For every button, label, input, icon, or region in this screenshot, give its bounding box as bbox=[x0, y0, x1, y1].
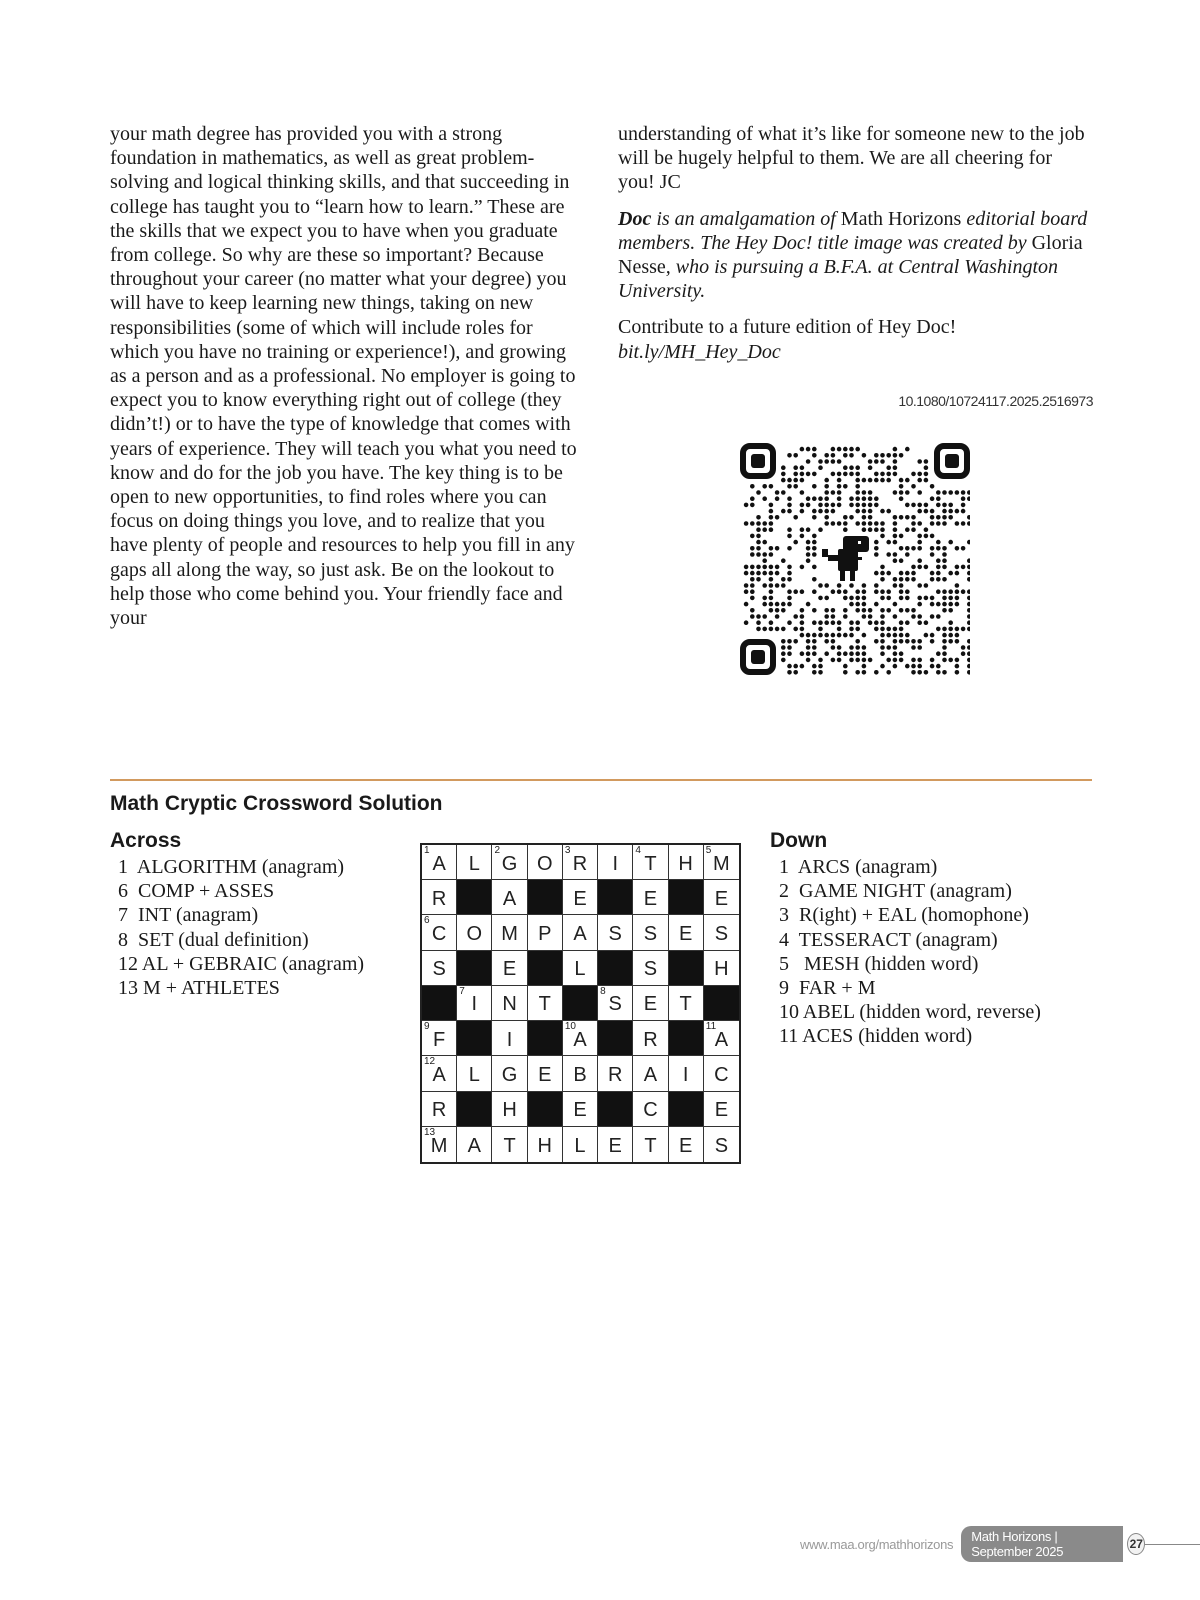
grid-cell bbox=[669, 1127, 704, 1162]
grid-cell bbox=[669, 915, 704, 950]
grid-block bbox=[669, 880, 704, 915]
credit-artist: Gloria Nesse bbox=[618, 231, 1083, 279]
cell-letter: E bbox=[502, 958, 517, 981]
cell-letter: E bbox=[678, 1134, 693, 1157]
grid-cell bbox=[457, 986, 492, 1021]
credit-magazine: Math Horizons bbox=[840, 207, 962, 230]
cell-letter: H bbox=[537, 1134, 552, 1157]
grid-cell bbox=[563, 1127, 598, 1162]
grid-cell bbox=[492, 951, 527, 986]
cell-number: 6 bbox=[424, 915, 430, 927]
grid-cell bbox=[598, 986, 633, 1021]
footer-magazine-issue: Math Horizons | September 2025 bbox=[961, 1526, 1123, 1562]
grid-cell bbox=[704, 915, 739, 950]
grid-cell bbox=[492, 1021, 527, 1056]
qr-finder-top-right bbox=[937, 446, 967, 476]
cell-letter: A bbox=[573, 1028, 587, 1051]
cell-letter: S bbox=[643, 958, 658, 981]
cell-letter: E bbox=[643, 993, 658, 1016]
cell-number: 9 bbox=[424, 1021, 430, 1033]
doi-label: 10.1080/10724117.2025.2516973 bbox=[898, 393, 1093, 409]
grid-cell bbox=[422, 880, 457, 915]
author-credit bbox=[618, 207, 1093, 304]
grid-cell bbox=[457, 915, 492, 950]
across-clue: 13 M + ATHLETES bbox=[118, 977, 280, 1000]
cell-letter: T bbox=[538, 993, 551, 1016]
grid-cell bbox=[422, 1021, 457, 1056]
cell-letter: S bbox=[714, 1134, 729, 1157]
credit-text-3: , who is pursuing a B.F.A. at Central Washington University. bbox=[618, 256, 1059, 303]
cell-number: 2 bbox=[494, 845, 500, 856]
grid-cell bbox=[598, 915, 633, 950]
down-clue: 3 R(ight) + EAL (homophone) bbox=[779, 904, 1029, 927]
cell-letter: M bbox=[430, 1134, 448, 1157]
grid-cell bbox=[704, 880, 739, 915]
grid-block bbox=[457, 1021, 492, 1056]
grid-block bbox=[528, 880, 563, 915]
grid-cell bbox=[528, 986, 563, 1021]
cell-letter: C bbox=[643, 1099, 658, 1122]
cell-letter: I bbox=[612, 852, 618, 875]
cell-letter: E bbox=[714, 1099, 729, 1122]
cell-letter: R bbox=[431, 1099, 447, 1122]
cell-number: 10 bbox=[564, 1021, 576, 1033]
across-clue: 12 AL + GEBRAIC (anagram) bbox=[118, 952, 365, 975]
grid-cell bbox=[528, 1056, 563, 1091]
article-right-column bbox=[618, 122, 1093, 364]
grid-block bbox=[598, 1092, 633, 1127]
down-clue: 1 ARCS (anagram) bbox=[779, 856, 938, 878]
cell-letter: A bbox=[432, 1063, 446, 1086]
grid-cell bbox=[528, 915, 563, 950]
grid-block bbox=[457, 880, 492, 915]
cell-letter: T bbox=[503, 1134, 516, 1157]
cell-letter: O bbox=[466, 923, 483, 946]
cell-letter: B bbox=[573, 1063, 587, 1086]
grid-cell bbox=[457, 845, 492, 880]
section-divider bbox=[110, 779, 1092, 781]
grid-cell bbox=[669, 1056, 704, 1091]
cell-letter: L bbox=[574, 958, 586, 981]
grid-block bbox=[457, 951, 492, 986]
grid-cell bbox=[704, 845, 739, 880]
cell-letter: E bbox=[608, 1134, 622, 1157]
cell-letter: S bbox=[608, 923, 622, 946]
cell-number: 1 bbox=[424, 845, 430, 856]
cell-letter: I bbox=[682, 1063, 689, 1086]
cell-number: 12 bbox=[424, 1056, 436, 1068]
cell-letter: I bbox=[506, 1028, 513, 1051]
credit-doc: Doc bbox=[618, 207, 652, 230]
cell-letter: A bbox=[714, 1028, 729, 1051]
cell-letter: A bbox=[432, 852, 446, 875]
grid-cell bbox=[598, 1056, 633, 1091]
down-clues bbox=[779, 855, 1041, 1049]
down-clue: 5 MESH (hidden word) bbox=[779, 952, 979, 975]
grid-cell bbox=[563, 1092, 598, 1127]
grid-block bbox=[563, 986, 598, 1021]
grid-cell bbox=[633, 915, 668, 950]
across-clues bbox=[118, 855, 364, 1000]
cell-letter: E bbox=[714, 887, 729, 910]
qr-finder-top-left bbox=[743, 446, 773, 476]
cell-letter: C bbox=[431, 923, 447, 946]
grid-cell bbox=[492, 986, 527, 1021]
cell-letter: A bbox=[643, 1063, 658, 1086]
grid-cell bbox=[457, 1056, 492, 1091]
cell-letter: C bbox=[714, 1063, 729, 1086]
down-clue: 11 ACES (hidden word) bbox=[779, 1025, 973, 1048]
grid-cell bbox=[528, 1127, 563, 1162]
grid-cell bbox=[492, 1092, 527, 1127]
grid-cell bbox=[633, 986, 668, 1021]
cell-letter: A bbox=[573, 923, 587, 946]
cell-number: 3 bbox=[564, 845, 571, 856]
down-clue: 4 TESSERACT (anagram) bbox=[779, 928, 998, 951]
down-clue: 10 ABEL (hidden word, reverse) bbox=[779, 1001, 1041, 1024]
down-clue: 9 FAR + M bbox=[779, 977, 876, 1000]
cell-letter: P bbox=[538, 923, 552, 946]
grid-cell bbox=[492, 1127, 527, 1162]
grid-cell bbox=[669, 986, 704, 1021]
cell-letter: A bbox=[467, 1134, 481, 1157]
cell-letter: E bbox=[538, 1063, 552, 1086]
grid-cell bbox=[704, 1092, 739, 1127]
cell-number: 13 bbox=[424, 1126, 436, 1138]
contribute-link[interactable]: bit.ly/MH_Hey_Doc bbox=[618, 340, 781, 363]
grid-cell bbox=[563, 1056, 598, 1091]
grid-cell bbox=[704, 1127, 739, 1162]
grid-cell bbox=[422, 915, 457, 950]
article-body-right: understanding of what it’s like for someone new to the job will be hugely helpful to them. We are all cheering for you! JC bbox=[618, 123, 1085, 194]
grid-cell bbox=[457, 1127, 492, 1162]
cell-letter: H bbox=[502, 1099, 517, 1122]
cell-letter: L bbox=[574, 1134, 586, 1157]
across-clue: 8 SET (dual definition) bbox=[118, 928, 309, 951]
grid-cell bbox=[633, 1127, 668, 1162]
grid-cell bbox=[669, 845, 704, 880]
cell-letter: R bbox=[572, 852, 588, 875]
grid-cell bbox=[598, 1127, 633, 1162]
grid-cell bbox=[633, 880, 668, 915]
grid-cell bbox=[422, 1127, 457, 1162]
grid-block bbox=[669, 1021, 704, 1056]
cell-letter: E bbox=[643, 887, 658, 910]
grid-cell bbox=[492, 915, 527, 950]
across-clue: 6 COMP + ASSES bbox=[118, 880, 275, 903]
grid-cell bbox=[704, 951, 739, 986]
down-clue: 2 GAME NIGHT (anagram) bbox=[779, 880, 1012, 903]
crossword-grid bbox=[420, 843, 741, 1164]
grid-cell bbox=[528, 845, 563, 880]
cell-letter: S bbox=[643, 923, 658, 946]
grid-block bbox=[598, 880, 633, 915]
grid-cell bbox=[633, 1092, 668, 1127]
article-body-left: your math degree has provided you with a strong foundation in mathematics, as well as great problem-solving and logical thinking skills, and that succeeding in college has taught you to “learn how to learn.” These are the skills that we expect you to have when you graduate from college. So why are these so important? Because throughout your career (no matter what your degree) you will have to keep learning new things, taking on new responsibilities (some of which will include roles for which you have no training or experience!), and growing as a person and as a professional. No employer is going to expect you to know everything right out of college (they didn’t!) or to have the type of knowledge that comes with years of experience. They will teach you what you need to know and do for the job you have. The key thing is to be open to new opportunities, to find roles where you can focus on doing things you love, and to realize that you have plenty of people and resources to help you fill in any gaps all along the way, so just ask. Be on the lookout to help those who come behind you. Your friendly face and your bbox=[110, 123, 577, 630]
grid-block bbox=[598, 951, 633, 986]
cell-letter: G bbox=[501, 1063, 518, 1086]
cell-letter: M bbox=[713, 852, 730, 875]
article-left-column bbox=[110, 122, 585, 630]
grid-cell bbox=[633, 1056, 668, 1091]
cell-number: 7 bbox=[459, 985, 465, 997]
cell-letter: S bbox=[714, 923, 729, 946]
cell-number: 5 bbox=[705, 845, 712, 856]
cell-letter: S bbox=[608, 993, 622, 1016]
qr-code[interactable] bbox=[740, 443, 970, 675]
cell-number: 8 bbox=[600, 985, 606, 997]
cell-letter: L bbox=[468, 1063, 480, 1086]
cell-letter: T bbox=[679, 993, 692, 1016]
cell-letter: A bbox=[502, 887, 517, 910]
cell-letter: I bbox=[471, 993, 478, 1016]
credit-text-2: editorial board members. The Hey Doc! title image was created by bbox=[618, 207, 1088, 254]
page-number: 27 bbox=[1127, 1533, 1145, 1555]
cell-letter: F bbox=[433, 1028, 446, 1051]
grid-block bbox=[669, 1092, 704, 1127]
cell-letter: H bbox=[714, 958, 729, 981]
grid-block bbox=[598, 1021, 633, 1056]
contribute-text: Contribute to a future edition of Hey Doc! bbox=[618, 316, 957, 339]
cell-letter: E bbox=[573, 887, 587, 910]
grid-block bbox=[528, 1021, 563, 1056]
grid-cell bbox=[422, 1056, 457, 1091]
grid-cell bbox=[633, 1021, 668, 1056]
cell-letter: T bbox=[644, 1134, 657, 1157]
dinosaur-icon bbox=[822, 536, 869, 581]
cell-letter: S bbox=[432, 958, 446, 981]
cell-letter: E bbox=[678, 923, 693, 946]
grid-cell bbox=[422, 951, 457, 986]
grid-cell bbox=[492, 845, 527, 880]
down-heading: Down bbox=[770, 829, 828, 852]
cell-letter: H bbox=[678, 852, 693, 875]
credit-text-1: is an amalgamation of bbox=[651, 207, 841, 230]
grid-cell bbox=[598, 845, 633, 880]
cell-letter: G bbox=[501, 852, 518, 875]
cell-letter: R bbox=[431, 887, 447, 910]
cell-number: 4 bbox=[635, 845, 641, 856]
grid-block bbox=[457, 1092, 492, 1127]
grid-cell bbox=[704, 1021, 739, 1056]
across-clue: 1 ALGORITHM (anagram) bbox=[118, 856, 345, 878]
grid-cell bbox=[563, 880, 598, 915]
cell-number: 11 bbox=[705, 1021, 717, 1033]
cell-letter: L bbox=[468, 852, 480, 875]
cell-letter: R bbox=[643, 1028, 658, 1051]
footer-rule bbox=[1145, 1544, 1200, 1545]
grid-block bbox=[669, 951, 704, 986]
crossword-title: Math Cryptic Crossword Solution bbox=[110, 792, 443, 815]
grid-cell bbox=[422, 845, 457, 880]
cell-letter: N bbox=[502, 993, 517, 1016]
grid-block bbox=[528, 1092, 563, 1127]
page-footer bbox=[800, 1529, 1200, 1559]
grid-block bbox=[422, 986, 457, 1021]
cell-letter: O bbox=[536, 852, 553, 875]
grid-cell bbox=[422, 1092, 457, 1127]
grid-cell bbox=[633, 951, 668, 986]
cell-letter: M bbox=[501, 923, 518, 946]
cell-letter: E bbox=[573, 1099, 587, 1122]
cell-letter: T bbox=[644, 852, 657, 875]
grid-cell bbox=[492, 1056, 527, 1091]
grid-cell bbox=[563, 951, 598, 986]
contribute-note bbox=[618, 315, 1093, 363]
grid-cell bbox=[492, 880, 527, 915]
grid-cell bbox=[704, 1056, 739, 1091]
grid-cell bbox=[563, 915, 598, 950]
across-clue: 7 INT (anagram) bbox=[118, 904, 259, 927]
grid-cell bbox=[633, 845, 668, 880]
footer-url[interactable]: www.maa.org/mathhorizons bbox=[800, 1536, 954, 1552]
grid-cell bbox=[563, 1021, 598, 1056]
grid-block bbox=[528, 951, 563, 986]
grid-cell bbox=[563, 845, 598, 880]
cell-letter: R bbox=[607, 1063, 623, 1086]
across-heading: Across bbox=[110, 829, 182, 852]
grid-block bbox=[704, 986, 739, 1021]
qr-finder-bottom-left bbox=[743, 642, 773, 672]
